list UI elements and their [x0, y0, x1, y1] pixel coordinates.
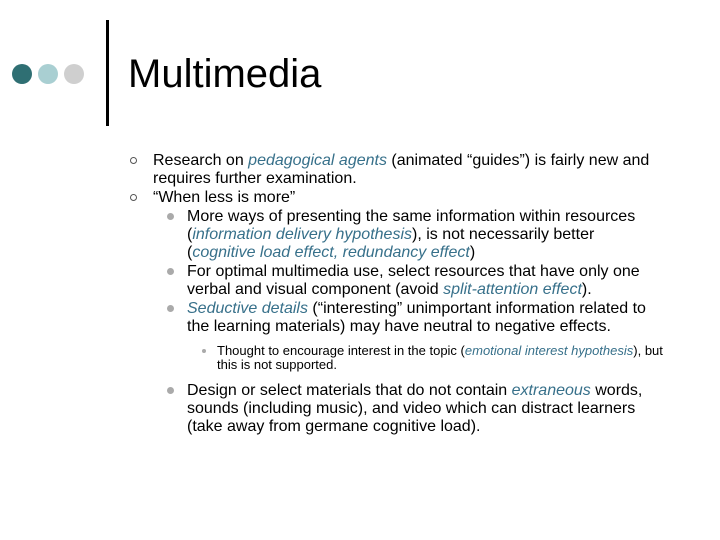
emphasis-run: split-attention effect: [443, 281, 582, 298]
text-run: ): [469, 244, 476, 261]
bullet-less-is-more: [0, 189, 673, 207]
text-run: ), is not necessarily better (: [187, 226, 595, 261]
text-run: words, sounds (including music), and video which can distract learners (take away from germane cognitive load).: [187, 382, 643, 435]
emphasis-run: extraneous: [511, 382, 591, 399]
text-run: “When less is more”: [153, 189, 296, 206]
subsubbullet-marker-icon: [202, 349, 206, 353]
text-run: Research on: [153, 152, 249, 169]
slide-title: Multimedia: [128, 52, 322, 96]
bullet-research: [0, 152, 673, 188]
text-run: More ways of presenting the same information within resources (: [187, 208, 636, 243]
bullet-marker-icon: [130, 194, 137, 201]
dot-light-teal: [38, 64, 58, 84]
slide-content: [0, 152, 720, 437]
subsubbullet-interest: [0, 344, 667, 372]
dot-dark-teal: [12, 64, 32, 84]
subbullet-optimal-use: [0, 263, 657, 299]
emphasis-run: emotional interest hypothesis: [464, 343, 634, 358]
decorative-dots: [12, 64, 84, 84]
text-run: Design or select materials that do not contain: [187, 382, 512, 399]
text-run: ).: [581, 281, 592, 298]
subbullet-more-ways: [0, 208, 657, 262]
emphasis-run: information delivery hypothesis: [192, 226, 412, 243]
subbullet-marker-icon: [167, 305, 174, 312]
emphasis-run: pedagogical agents: [248, 152, 387, 169]
text-run: (“interesting” unimportant information related to the learning materials) may have neutral to negative effects.: [187, 300, 646, 335]
subbullet-marker-icon: [167, 213, 174, 220]
text-run: For optimal multimedia use, select resources that have only one verbal and visual component (avoid: [187, 263, 640, 298]
dot-gray: [64, 64, 84, 84]
emphasis-run: Seductive details: [187, 300, 308, 317]
subbullet-marker-icon: [167, 268, 174, 275]
text-run: Thought to encourage interest in the topic (: [217, 343, 465, 358]
text-run: (animated “guides”) is fairly new and requires further examination.: [153, 152, 650, 187]
subbullet-marker-icon: [167, 387, 174, 394]
text-run: ), but this is not supported.: [217, 343, 663, 372]
emphasis-run: cognitive load effect, redundancy effect: [192, 244, 470, 261]
title-divider: [106, 20, 109, 126]
subbullet-seductive-details: [0, 300, 657, 336]
bullet-marker-icon: [130, 157, 137, 164]
subbullet-design: [0, 382, 657, 436]
